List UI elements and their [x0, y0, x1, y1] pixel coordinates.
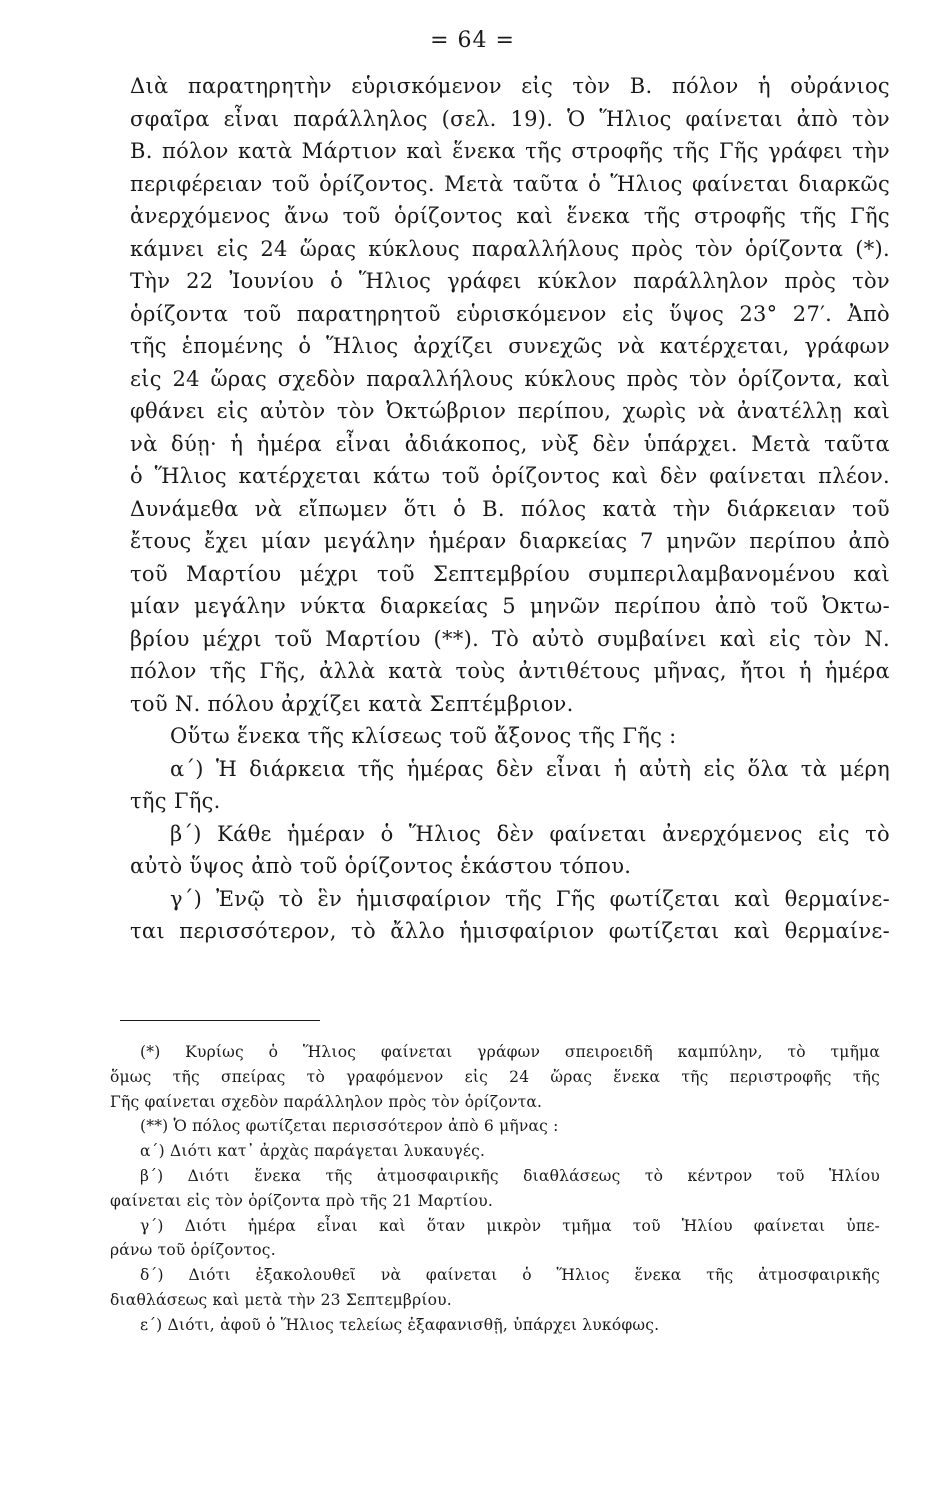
text-line: βρίου μέχρι τοῦ Μαρτίου (**). Τὸ αὐτὸ συμβαίνει καὶ εἰς τὸν Ν.: [130, 626, 890, 651]
footnote-divider: [120, 1020, 320, 1021]
main-text: [130, 70, 890, 948]
list-item-gamma: γ΄) Ἐνῷ τὸ ἓν ἡμισφαίριον τῆς Γῆς φωτίζεται καὶ θερμαίνε-: [170, 886, 890, 911]
text-line: Β. πόλον κατὰ Μάρτιον καὶ ἕνεκα τῆς στροφῆς τῆς Γῆς γράφει τὴν: [130, 139, 890, 163]
text-line: κάμνει εἰς 24 ὥρας κύκλους παραλλήλους πρὸς τὸν ὁρίζοντα (*).: [130, 236, 890, 261]
text-line: μίαν μεγάλην νύκτα διαρκείας 5 μηνῶν περίπου ἀπὸ τοῦ Ὀκτω-: [130, 594, 890, 618]
footnote-line: ὅμως τῆς σπείρας τὸ γραφόμενον εἰς 24 ὥρας ἕνεκα τῆς περιστροφῆς τῆς: [110, 1067, 880, 1086]
page-number: = 64 =: [430, 28, 515, 53]
footnote-line: (*) Κυρίως ὁ Ἥλιος φαίνεται γράφων σπειροειδῆ καμπύλην, τὸ τμῆμα: [140, 1043, 880, 1061]
footnote-line: ράνω τοῦ ὁρίζοντος.: [110, 1241, 276, 1260]
text-line: πόλον τῆς Γῆς, ἀλλὰ κατὰ τοὺς ἀντιθέτους μῆνας, ἤτοι ἡ ἡμέρα: [130, 659, 890, 683]
footnote-line: φαίνεται εἰς τὸν ὁρίζοντα πρὸ τῆς 21 Μαρτίου.: [110, 1191, 493, 1210]
footnotes: [110, 1040, 880, 1338]
footnote-line: α΄) Διότι κατ᾿ ἀρχὰς παράγεται λυκαυγές.: [140, 1142, 486, 1161]
footnote-line: διαθλάσεως καὶ μετὰ τὴν 23 Σεπτεμβρίου.: [110, 1290, 452, 1309]
text-line: τοῦ Μαρτίου μέχρι τοῦ Σεπτεμβρίου συμπεριλαμβανομένου καὶ: [130, 561, 890, 586]
text-line: τῆς ἑπομένης ὁ Ἥλιος ἀρχίζει συνεχῶς νὰ κατέρχεται, γράφων: [130, 334, 890, 358]
text-line: Διὰ παρατηρητὴν εὑρισκόμενον εἰς τὸν Β. πόλον ἡ οὐράνιος: [130, 74, 890, 98]
text-line: εἰς 24 ὥρας σχεδὸν παραλλήλους κύκλους πρὸς τὸν ὁρίζοντα, καὶ: [130, 366, 890, 391]
text-line: σφαῖρα εἶναι παράλληλος (σελ. 19). Ὁ Ἥλιος φαίνεται ἀπὸ τὸν: [130, 106, 890, 131]
text-line: φθάνει εἰς αὐτὸν τὸν Ὀκτώβριον περίπου, χωρὶς νὰ ἀνατέλλῃ καὶ: [130, 399, 890, 423]
text-line: Δυνάμεθα νὰ εἴπωμεν ὅτι ὁ Β. πόλος κατὰ τὴν διάρκειαν τοῦ: [130, 496, 890, 521]
footnote-line: (**) Ὁ πόλος φωτίζεται περισσότερον ἀπὸ 6 μῆνας :: [140, 1117, 559, 1136]
text-line: Οὕτω ἕνεκα τῆς κλίσεως τοῦ ἄξονος τῆς Γῆς :: [170, 724, 677, 748]
text-line: αὐτὸ ὕψος ἀπὸ τοῦ ὁρίζοντος ἑκάστου τόπου.: [130, 854, 632, 878]
footnote-line: ε΄) Διότι, ἀφοῦ ὁ Ἥλιος τελείως ἐξαφανισθῇ, ὑπάρχει λυκόφως.: [140, 1315, 660, 1334]
footnote-line: γ΄) Διότι ἡμέρα εἶναι καὶ ὅταν μικρὸν τμῆμα τοῦ Ἡλίου φαίνεται ὑπε-: [140, 1216, 880, 1235]
text-line: Τὴν 22 Ἰουνίου ὁ Ἥλιος γράφει κύκλον παράλληλον πρὸς τὸν: [130, 269, 890, 293]
text-line: ὁρίζοντα τοῦ παρατηρητοῦ εὑρισκόμενον εἰς ὕψος 23° 27′. Ἀπὸ: [130, 301, 890, 326]
text-line: ἔτους ἔχει μίαν μεγάλην ἡμέραν διαρκείας 7 μηνῶν περίπου ἀπὸ: [130, 529, 890, 553]
text-line: περιφέρειαν τοῦ ὁρίζοντος. Μετὰ ταῦτα ὁ Ἥλιος φαίνεται διαρκῶς: [130, 171, 890, 196]
text-line: ται περισσότερον, τὸ ἄλλο ἡμισφαίριον φωτίζεται καὶ θερμαίνε-: [130, 919, 890, 943]
footnote-line: β΄) Διότι ἕνεκα τῆς ἀτμοσφαιρικῆς διαθλάσεως τὸ κέντρον τοῦ Ἡλίου: [140, 1166, 880, 1185]
list-item-beta: β΄) Κάθε ἡμέραν ὁ Ἥλιος δὲν φαίνεται ἀνερχόμενος εἰς τὸ: [170, 821, 890, 846]
text-line: ὁ Ἥλιος κατέρχεται κάτω τοῦ ὁρίζοντος καὶ δὲν φαίνεται πλέον.: [130, 464, 890, 488]
text-line: ἀνερχόμενος ἄνω τοῦ ὁρίζοντος καὶ ἕνεκα τῆς στροφῆς τῆς Γῆς: [130, 204, 890, 228]
text-line: τῆς Γῆς.: [130, 789, 221, 813]
footnote-line: δ΄) Διότι ἐξακολουθεῖ νὰ φαίνεται ὁ Ἥλιος ἕνεκα τῆς ἀτμοσφαιρικῆς: [140, 1266, 880, 1285]
text-line: τοῦ Ν. πόλου ἀρχίζει κατὰ Σεπτέμβριον.: [130, 691, 574, 716]
text-line: νὰ δύῃ· ἡ ἡμέρα εἶναι ἀδιάκοπος, νὺξ δὲν ὑπάρχει. Μετὰ ταῦτα: [130, 431, 890, 456]
footnote-line: Γῆς φαίνεται σχεδὸν παράλληλον πρὸς τὸν ὁρίζοντα.: [110, 1092, 543, 1111]
list-item-alpha: α΄) Ἡ διάρκεια τῆς ἡμέρας δὲν εἶναι ἡ αὐτὴ εἰς ὅλα τὰ μέρη: [170, 756, 890, 781]
